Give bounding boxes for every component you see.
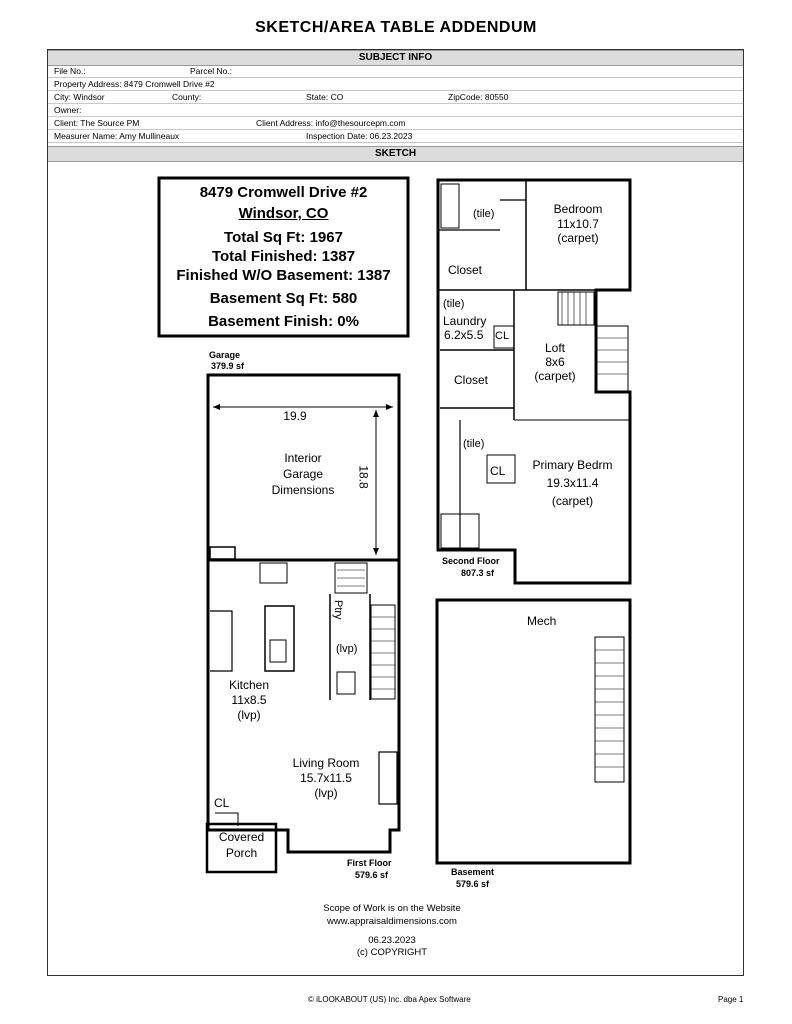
- summary-total-finished: Total Finished: 1387: [211, 248, 356, 265]
- page-title: SKETCH/AREA TABLE ADDENDUM: [255, 19, 537, 36]
- first-floor-closet: CL: [214, 796, 230, 810]
- sketch-header: SKETCH: [48, 146, 743, 162]
- living-room-label: Living Room: [292, 756, 360, 770]
- pantry-label: Ptry: [332, 600, 344, 620]
- primary-closet: CL: [490, 464, 506, 478]
- laundry-tile: (tile): [443, 298, 465, 310]
- zipcode: ZipCode: 80550: [448, 92, 509, 102]
- second-floor-label: Second Floor: [442, 556, 500, 566]
- garage-label: Garage: [209, 350, 241, 360]
- garage-interior-1: Interior: [284, 451, 322, 465]
- scope-of-work: Scope of Work is on the Website: [323, 903, 461, 914]
- kitchen-floor: (lvp): [237, 708, 261, 722]
- sketch-date: 06.23.2023: [368, 935, 416, 946]
- kitchen-dimensions: 11x8.5: [231, 693, 267, 707]
- living-room-floor: (lvp): [314, 786, 338, 800]
- first-floor-area: 579.6 sf: [355, 870, 389, 880]
- half-bath-floor: (lvp): [336, 643, 358, 655]
- bath-tile: (tile): [473, 208, 495, 220]
- garage-depth: 18.8: [356, 465, 371, 489]
- state: State: CO: [306, 92, 344, 102]
- summary-city: Windsor, CO: [238, 205, 329, 222]
- second-floor-area: 807.3 sf: [461, 568, 495, 578]
- closet2-label: Closet: [454, 373, 489, 387]
- basement-label: Basement: [451, 867, 495, 877]
- mech-label: Mech: [527, 614, 557, 628]
- closet-label: Closet: [448, 263, 483, 277]
- summary-finished-wo-basement: Finished W/O Basement: 1387: [176, 267, 391, 284]
- laundry-dimensions: 6.2x5.5: [444, 328, 484, 342]
- client-address: Client Address: info@thesourcepm.com: [256, 118, 406, 128]
- garage-width: 19.9: [283, 409, 307, 423]
- inspection-date: Inspection Date: 06.23.2023: [306, 131, 413, 141]
- laundry-label: Laundry: [443, 314, 487, 328]
- garage-area: 379.9 sf: [211, 361, 245, 371]
- primary-bedroom-label: Primary Bedrm: [532, 458, 613, 472]
- copyright: (c) COPYRIGHT: [356, 947, 428, 958]
- garage-interior-2: Garage: [282, 467, 324, 481]
- footer-company: © iLOOKABOUT (US) Inc. dba Apex Software: [308, 995, 471, 1004]
- basement-area: 579.6 sf: [456, 879, 490, 889]
- owner: Owner:: [54, 105, 82, 115]
- city: City: Windsor: [54, 92, 105, 102]
- website: www.appraisaldimensions.com: [327, 916, 457, 927]
- subject-info-header: SUBJECT INFO: [48, 50, 743, 66]
- summary-address: 8479 Cromwell Drive #2: [199, 184, 368, 201]
- parcel-no: Parcel No.:: [190, 66, 233, 76]
- laundry-closet: CL: [495, 330, 510, 342]
- bedroom-label: Bedroom: [553, 202, 603, 216]
- primary-bedroom-dimensions: 19.3x11.4: [546, 476, 599, 490]
- client: Client: The Source PM: [54, 118, 140, 128]
- porch-label-2: Porch: [225, 846, 258, 860]
- loft-floor: (carpet): [534, 369, 576, 383]
- kitchen-island: [265, 606, 294, 671]
- measurer: Measurer Name: Amy Mullineaux: [54, 131, 180, 141]
- property-address: Property Address: 8479 Cromwell Drive #2: [54, 79, 215, 89]
- bedroom-floor: (carpet): [557, 231, 599, 245]
- primary-bath-tile: (tile): [463, 438, 485, 450]
- first-floor-label: First Floor: [347, 858, 392, 868]
- summary-basement-finish: Basement Finish: 0%: [208, 313, 359, 330]
- loft-label: Loft: [544, 341, 565, 355]
- summary-total-sqft: Total Sq Ft: 1967: [224, 229, 343, 246]
- primary-bedroom-floor: (carpet): [551, 494, 594, 508]
- basement-outline: [437, 600, 630, 863]
- summary-basement-sqft: Basement Sq Ft: 580: [209, 290, 358, 307]
- bedroom-dimensions: 11x10.7: [557, 217, 599, 231]
- loft-dimensions: 8x6: [545, 355, 565, 369]
- file-no: File No.:: [54, 66, 86, 76]
- county: County:: [172, 92, 202, 102]
- kitchen-label: Kitchen: [228, 678, 270, 692]
- living-room-dimensions: 15.7x11.5: [300, 771, 352, 785]
- footer-page: Page 1: [718, 995, 744, 1004]
- garage-interior-3: Dimensions: [271, 483, 335, 497]
- porch-label-1: Covered: [218, 830, 265, 844]
